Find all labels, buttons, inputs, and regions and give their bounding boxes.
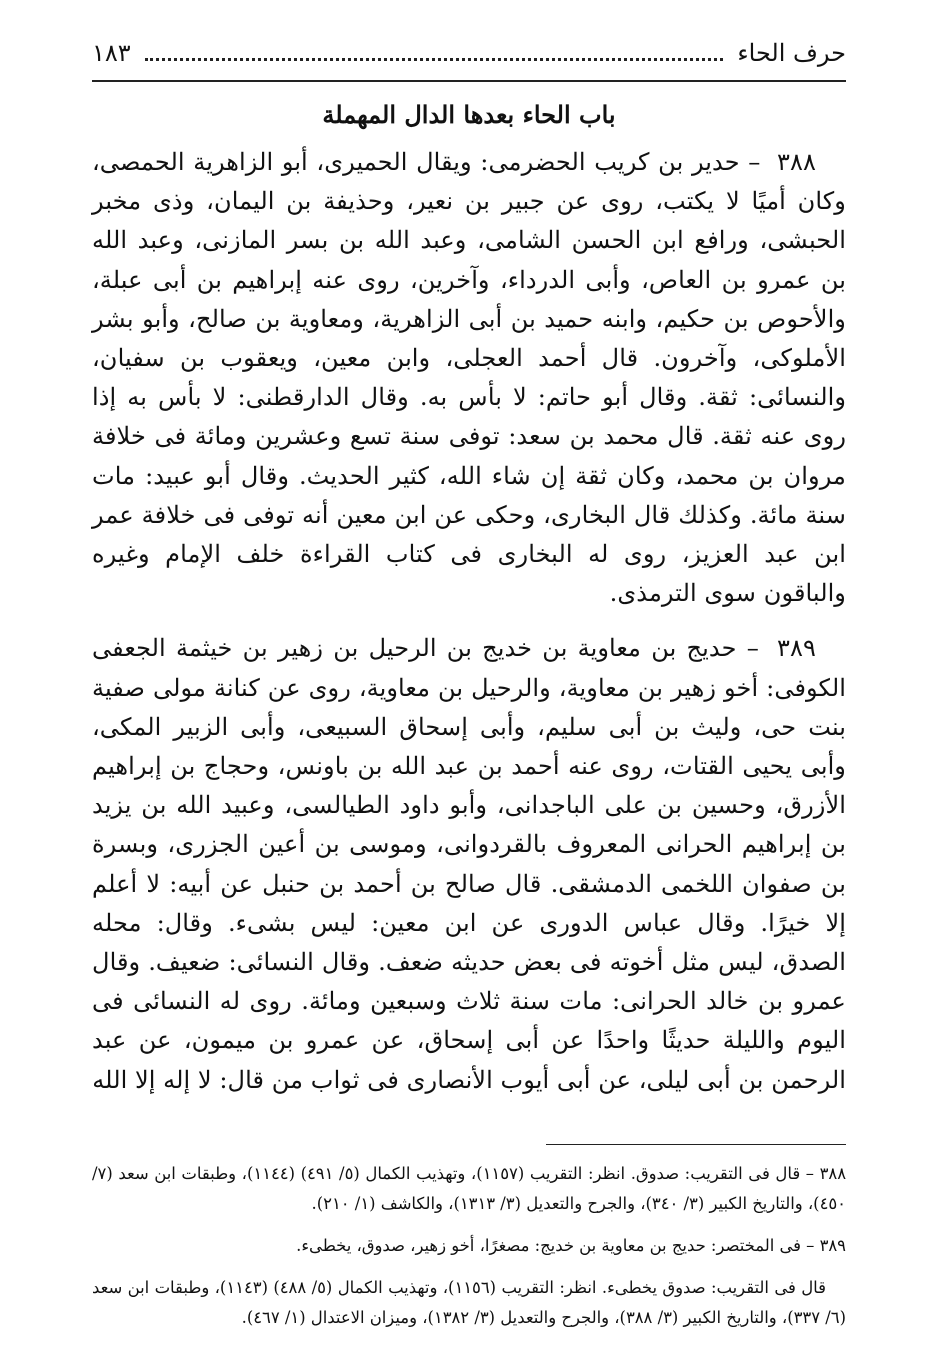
entry-number: ٣٨٩ (777, 634, 816, 663)
footnotes (92, 1159, 846, 1333)
entry-dash: – (739, 148, 770, 176)
entry-number: ٣٨٨ (777, 148, 816, 176)
entry-text: حدير بن كريب الحضرمى: ويقال الحميرى، أبو الزاهرية الحمصى، وكان أميًا لا يكتب، روى عن جبير بن نعير، وحذيفة بن اليمان، وذى مخبر الحبشى، ورافع ابن الحسن الشامى، وعبد الله بن بسر المازنى، وعبد الله بن عمرو بن العاص، وأبى الدرداء، وآخرين، روى عنه إبراهيم بن أبى عبلة، والأحوص بن حكيم، وابنه حميد بن أبى الزاهرية، ومعاوية بن صالح، وأبو بشر الأملوكى، وآخرون. قال أحمد العجلى، وابن معين، ويعقوب بن سفيان، والنسائى: ثقة. وقال أبو حاتم: لا بأس به. وقال الدارقطنى: لا بأس به إذا روى عنه ثقة. قال محمد بن سعد: توفى سنة تسع وعشرين ومائة فى خلافة مروان بن محمد، وكان ثقة إن شاء الله، كثير الحديث. وقال أبو عبيد: مات سنة مائة. وكذلك قال البخارى، وحكى عن ابن معين أنه توفى فى خلافة عمر ابن عبد العزيز، روى له البخارى فى كتاب القراءة خلف الإمام وغيره والباقون سوى الترمذى. (92, 148, 846, 608)
section-title: باب الحاء بعدها الدال المهملة (322, 100, 616, 129)
header-rule (92, 80, 846, 82)
footnote-separator (546, 1144, 846, 1146)
running-header (92, 30, 846, 76)
chapter-name: حرف الحاء (737, 39, 846, 67)
biography-entry (92, 143, 846, 613)
biography-entry (92, 629, 846, 1099)
footnote: قال فى التقريب: صدوق يخطىء. انظر: التقريب (١١٥٦)، وتهذيب الكمال (٥/ ٤٨٨) (١١٤٣)، وطبقات ابن سعد (٦/ ٣٣٧)، والتاريخ الكبير (٣/ ٣٨٨)، والجرح والتعديل (٣/ ١٣٨٢)، وميزان الاعتدال (١/ ٤٦٧). (92, 1278, 846, 1328)
header-dot-leader (145, 58, 724, 61)
page-number: ١٨٣ (92, 39, 131, 67)
entry-text: حديج بن معاوية بن خديج بن الرحيل بن زهير بن خيثمة الجعفى الكوفى: أخو زهير بن معاوية، والرحيل بن معاوية، روى عن كنانة مولى صفية بنت حى، وليث بن أبى سليم، وأبى إسحاق السبيعى، وأبى الزبير المكى، وأبى يحيى القتات، روى عنه أحمد بن عبد الله بن باونس، وحجاج بن إبراهيم الأزرق، وحسين بن على الباجدانى، وأبو داود الطيالسى، وعبيد الله بن يزيد بن إبراهيم الحرانى المعروف بالقردوانى، وموسى بن أعين الجزرى، وبسرة بن صفوان اللخمى الدمشقى. قال صالح بن أحمد بن حنبل عن أبيه: لا أعلم إلا خيرًا. وقال عباس الدورى عن ابن معين: ليس بشىء. وقال: محله الصدق، ليس مثل أخوته فى بعض حديثه ضعف. وقال النسائى: ضعيف. وقال عمرو بن خالد الحرانى: مات سنة ثلاث وسبعين ومائة. روى له النسائى فى اليوم والليلة حديثًا واحدًا عن أبى إسحاق، عن عمرو بن ميمون، عن عبد الرحمن بن أبى ليلى، عن أبى أيوب الأنصارى فى ثواب من قال: لا إله إلا الله (92, 634, 846, 1094)
footnote: ٣٨٩ – فى المختصر: حديج بن معاوية بن خديج: مصغرًا، أخو زهير، صدوق، يخطىء. (296, 1236, 846, 1256)
footnote: ٣٨٨ – قال فى التقريب: صدوق. انظر: التقريب (١١٥٧)، وتهذيب الكمال (٥/ ٤٩١) (١١٤٤)، وطبقات ابن سعد (٧/ ٤٥٠)، والتاريخ الكبير (٣/ ٣٤٠)، والجرح والتعديل (٣/ ١٣١٣)، والكاشف (١/ ٢١٠). (92, 1164, 847, 1214)
book-page (92, 30, 846, 1350)
entry-dash: – (736, 634, 770, 663)
